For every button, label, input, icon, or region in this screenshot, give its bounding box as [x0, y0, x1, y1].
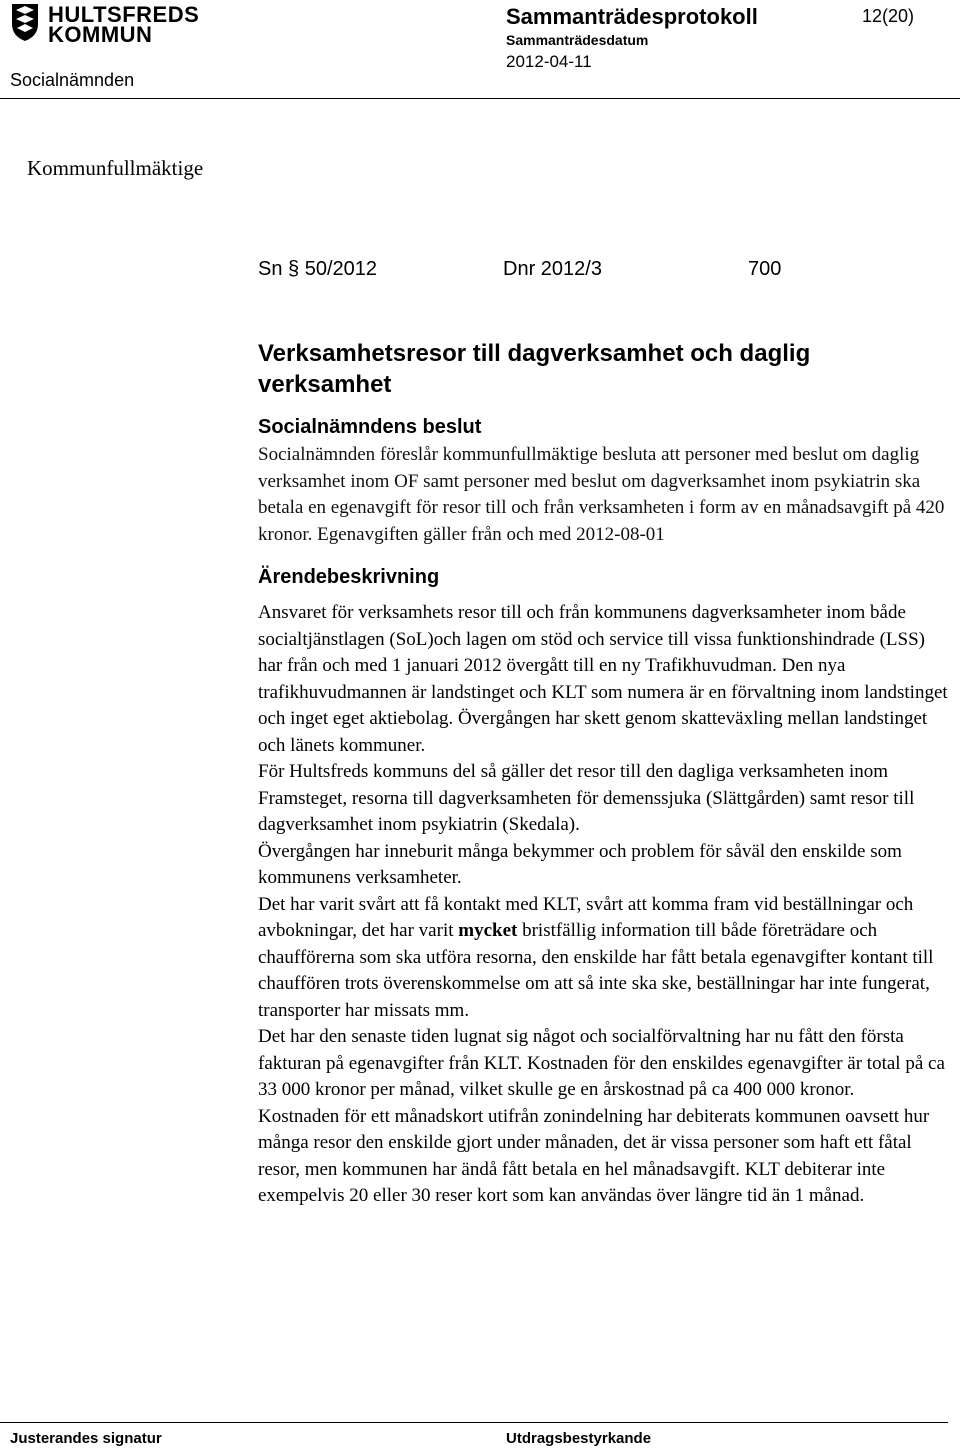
- extract-certification-label: Utdragsbestyrkande: [506, 1430, 652, 1447]
- header-divider: [0, 98, 960, 99]
- paragraph-text: bristfällig information till både företrädare och chaufförerna som ska utföra resorna, den enskilde har fått betala egenavgifter kontant till chauffören trots överenskommelse om att så inte ska ske, beställningar har inte fungerat, transporter har missats mm.: [258, 920, 934, 1021]
- description-paragraph: För Hultsfreds kommuns del så gäller det resor till den dagliga verksamheten inom Framsteget, resorna till dagverksamheten för demenssjuka (Slättgården) samt resor till dagverksamhet inom psykiatrin (Skedala).: [258, 761, 915, 835]
- meeting-date-label: Sammanträdesdatum: [506, 32, 649, 48]
- adjuster-signature-label: Justerandes signatur: [10, 1430, 162, 1447]
- department-name: Socialnämnden: [10, 70, 135, 90]
- document-title: Sammanträdesprotokoll: [506, 4, 758, 29]
- footer-divider: [0, 1422, 948, 1423]
- description-paragraph: Kostnaden för ett månadskort utifrån zonindelning har debiterats kommunen oavsett hur många resor den enskilde gjort under månaden, det är vissa personer som haft ett fåtal resor, men kommunen har ändå fått betala en hel månadsavgift. KLT debiterar inte exempelvis 20 eller 30 reser kort som kan användas över längre tid än 1 månad.: [258, 1105, 930, 1206]
- description-paragraph: [258, 892, 948, 1025]
- description-heading: Ärendebeskrivning: [258, 566, 440, 588]
- description-paragraph: Det har den senaste tiden lugnat sig något och socialförvaltning har nu fått den första fakturan på egenavgifter från KLT. Kostnaden för den enskildes egenavgifter är total på ca 33 000 kronor per månad, vilket skulle ge en årskostnad på ca 400 000 kronor.: [258, 1026, 945, 1100]
- decision-text: Socialnämnden föreslår kommunfullmäktige besluta att personer med beslut om daglig verksamhet inom OF samt personer med beslut om dagverksamhet inom psykiatrin ska betala en egenavgift för resor till och från verksamheten i form av en månadsavgift på 420 kronor. Egenavgiften gäller från och med 2012-08-01: [258, 444, 945, 545]
- logo-text-line2: KOMMUN: [48, 22, 153, 47]
- emphasis-text: mycket: [458, 920, 518, 941]
- page-number: 12(20): [862, 6, 915, 26]
- coat-of-arms-icon: [10, 2, 40, 42]
- recipient: Kommunfullmäktige: [27, 156, 204, 180]
- meeting-date-value: 2012-04-11: [506, 52, 592, 71]
- case-code: 700: [748, 258, 782, 280]
- case-registration-number: Dnr 2012/3: [503, 258, 602, 280]
- description-paragraph: Ansvaret för verksamhets resor till och från kommunens dagverksamheter inom både socialtjänstlagen (SoL)och lagen om stöd och service till vissa funktionshindrade (LSS) har från och med 1 januari 2012 övergått till en ny Trafikhuvudman. Den nya trafikhuvudmannen är landstinget och KLT som numera är en förvaltning inom landstinget och inget eget aktiebolag. Övergången har skett genom skatteväxling mellan landstinget och länets kommuner.: [258, 602, 948, 756]
- case-paragraph-number: Sn § 50/2012: [258, 258, 377, 280]
- case-reference: [258, 258, 798, 284]
- logo-text-line1: HULTSFREDS: [48, 2, 200, 27]
- paragraph-text: Det har varit svårt att få kontakt med KLT, svårt att komma fram vid beställningar och avbokningar, det har varit: [258, 893, 914, 941]
- municipality-logo: [10, 2, 200, 48]
- decision-heading: Socialnämndens beslut: [258, 416, 482, 438]
- case-title: Verksamhetsresor till dagverksamhet och daglig verksamhet: [258, 340, 811, 398]
- description-paragraph: Övergången har inneburit många bekymmer och problem för såväl den enskilde som kommunens verksamheter.: [258, 840, 902, 888]
- document-body: [258, 338, 948, 1210]
